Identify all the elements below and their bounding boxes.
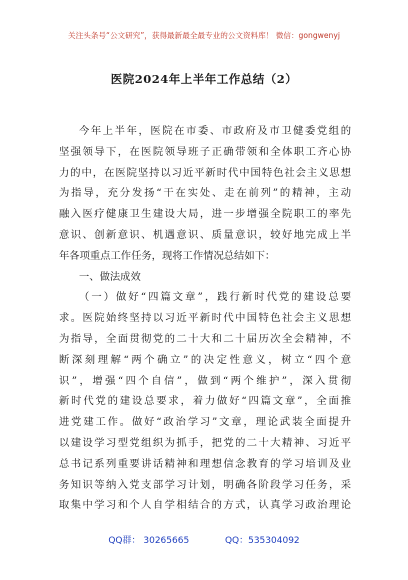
body-line: 断深刻理解“两个确立”的决定性意义，树立“四个意 bbox=[59, 353, 351, 366]
body-line: 融入医疗健康卫生建设大局，进一步增强全院职工的率先 bbox=[59, 208, 351, 221]
body-line: 力的中，在医院坚持以习近平新时代中国特色社会主义思想 bbox=[59, 166, 351, 179]
body-line: 意识、创新意识、机遇意识、质量意识，较好地完成上半 bbox=[59, 228, 351, 241]
body-line: 取集中学习和个人自学相结合的方式，认真学习政治理论 bbox=[59, 499, 351, 512]
body-line: 求。医院始终坚持以习近平新时代中国特色社会主义思想 bbox=[59, 312, 351, 325]
body-line: 总书记系列重要讲话精神和理想信念教育的学习培训及业 bbox=[59, 457, 351, 470]
body-line: 今年上半年，医院在市委、市政府及市卫健委党组的 bbox=[79, 125, 351, 137]
document-title: 医院2024年上半年工作总结（2） bbox=[110, 72, 298, 86]
body-line: 为指导，全面贯彻党的二十大和二十届历次全会精神，不 bbox=[59, 332, 351, 345]
subsection-heading-line: （一）做好“四篇文章”，践行新时代党的建设总要 bbox=[79, 291, 351, 304]
body-line: 识”，增强“四个自信”，做到“两个维护”，深入贯彻 bbox=[59, 374, 351, 387]
body-line: 以建设学习型党组织为抓手，把党的二十大精神、习近平 bbox=[59, 436, 351, 449]
body-line: 年各项重点工作任务，现将工作情况总结如下： bbox=[59, 249, 276, 262]
document-body bbox=[59, 121, 351, 516]
qq-group-number: QQ群： 30265665 bbox=[108, 536, 190, 546]
contact-footer bbox=[0, 533, 408, 546]
body-line: 新时代党的建设总要求，着力做好“四篇文章”，全面推 bbox=[59, 395, 351, 408]
promo-header-note: 关注头条号“公文研究”，获得最新最全最专业的公文资料库！ 微信：gongwenyj bbox=[68, 31, 340, 40]
body-line: 坚强领导下，在医院领导班子正确带领和全体职工齐心协 bbox=[59, 145, 351, 158]
body-line: 为指导，充分发扬“干在实处、走在前列”的精神，主动 bbox=[59, 187, 351, 200]
qq-number: QQ：535304092 bbox=[224, 536, 300, 546]
body-line: 进党建工作。做好“政治学习”文章，理论武装全面提升 bbox=[59, 416, 351, 429]
body-line: 务知识等纳入党支部学习计划，明确各阶段学习任务，采 bbox=[59, 478, 351, 491]
section-heading: 一、做法成效 bbox=[79, 270, 141, 283]
